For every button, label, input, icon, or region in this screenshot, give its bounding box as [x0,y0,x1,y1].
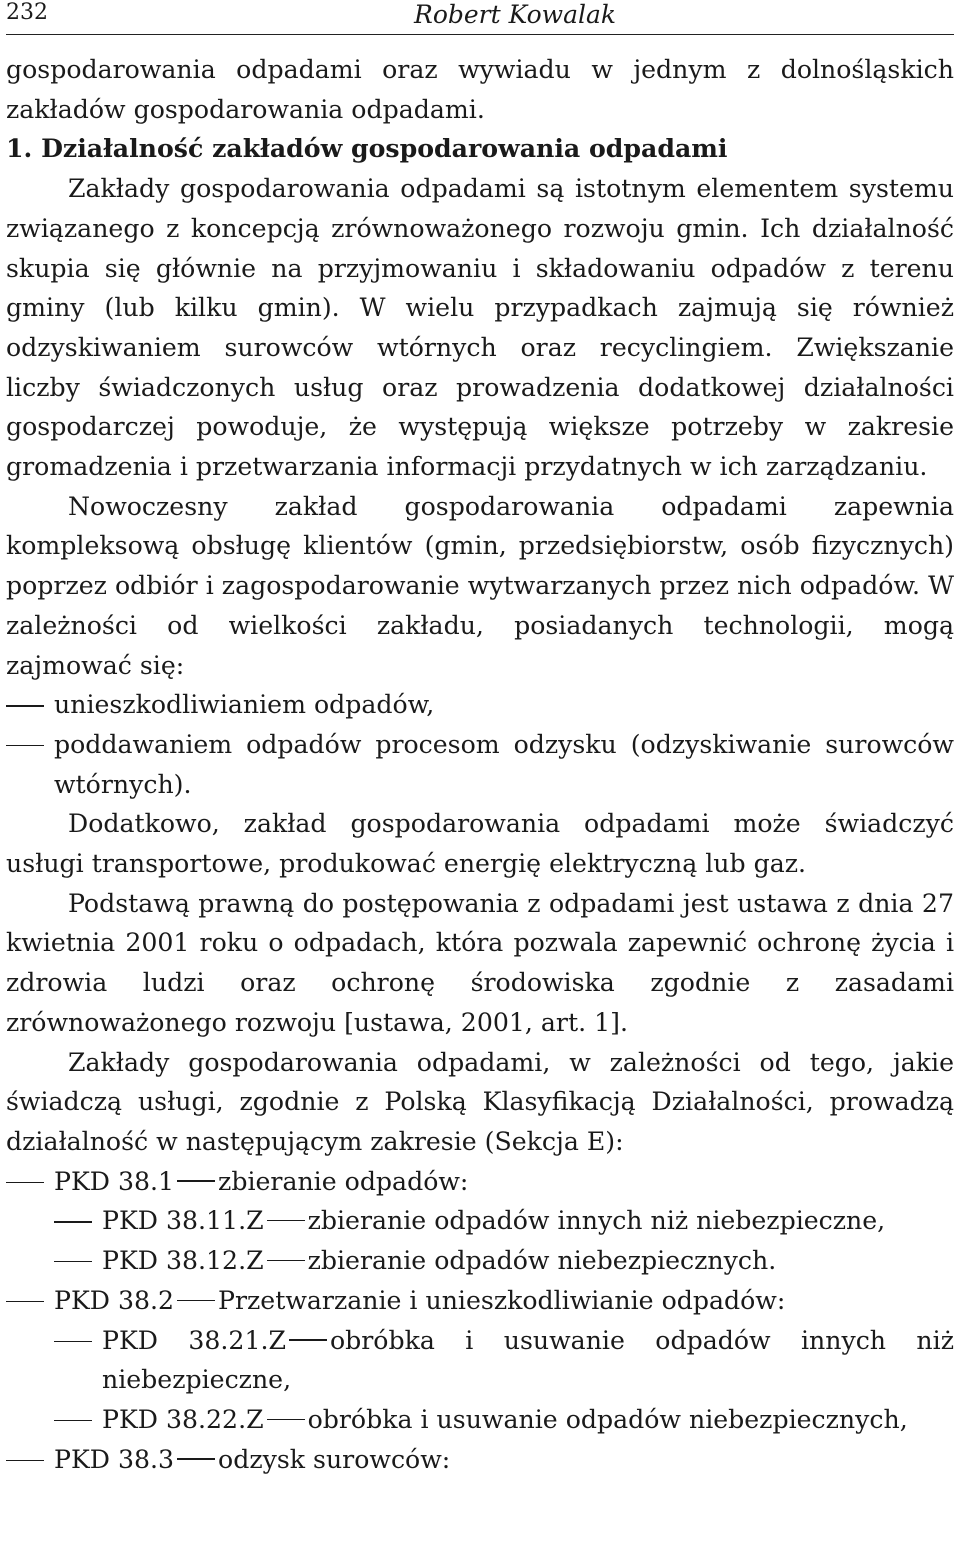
pkd-item-38-12-z [6,1241,954,1281]
pkd-code: PKD 38.21.Z [102,1325,286,1355]
activity-item-2 [6,725,954,804]
pkd-code: PKD 38.3 [54,1444,175,1474]
em-dash [177,1180,215,1181]
pkd-code: PKD 38.22.Z [102,1404,264,1434]
pkd-code: PKD 38.12.Z [102,1246,264,1276]
paragraph-3: Dodatkowo, zakład gospodarowania odpadami może świadczyć usługi transportowe, produkować energię elektryczną lub gaz. [6,809,954,879]
pkd-item-38-2 [6,1281,954,1321]
paragraph-1: Zakłady gospodarowania odpadami są istotnym elementem systemu związanego z koncepcją zrównoważonego rozwoju gmin. Ich działalność skupia się głównie na przyjmowaniu i składowaniu odpadów z terenu gminy (lub kilku gmin). W wielu przypadkach zajmują się również odzyskiwaniem surowców wtórnych oraz recyclingiem. Zwiększanie liczby świadczonych usług oraz prowadzenia dodatkowej działalności gospodarczej powoduje, że występują większe potrzeby w zakresie gromadzenia i przetwarzania informacji przydatnych w ich zarządzaniu. [6,174,954,482]
dash-bullet [54,1341,92,1342]
dash-bullet [6,1182,44,1183]
pkd-label: zbieranie odpadów niebezpiecznych. [307,1246,777,1276]
pkd-item-38-22-z [6,1400,954,1440]
paragraph-5: Zakłady gospodarowania odpadami, w zależności od tego, jakie świadczą usługi, zgodnie z Polską Klasyfikacją Działalności, prowadzą działalność w następującym zakresie (Sekcja E): [6,1047,954,1156]
dash-bullet [6,705,44,706]
page-number: 232 [6,0,48,25]
pkd-label: obróbka i usuwanie odpadów innych niż niebezpieczne, [102,1325,954,1395]
intro-paragraph: gospodarowania odpadami oraz wywiadu w jednym z dolnośląskich zakładów gospodarowania odpadami. [6,55,954,124]
pkd-label: zbieranie odpadów innych niż niebezpieczne, [307,1206,886,1236]
em-dash [267,1260,305,1261]
pkd-code: PKD 38.1 [54,1166,175,1196]
dash-bullet [54,1221,92,1222]
pkd-label: zbieranie odpadów: [218,1166,469,1196]
dash-bullet [6,1460,44,1461]
activity-text: unieszkodliwianiem odpadów, [54,690,435,720]
pkd-label: Przetwarzanie i unieszkodliwianie odpadów: [218,1285,786,1315]
dash-bullet [54,1261,92,1262]
em-dash [267,1220,305,1221]
pkd-item-38-11-z [6,1201,954,1241]
pkd-item-38-3 [6,1440,954,1480]
pkd-label: odzysk surowców: [218,1444,451,1474]
activity-text: poddawaniem odpadów procesom odzysku (odzyskiwanie surowców wtórnych). [54,729,954,799]
dash-bullet [6,745,44,746]
dash-bullet [6,1301,44,1302]
em-dash [177,1300,215,1301]
running-head-author: Robert Kowalak [414,0,617,29]
paragraph-4: Podstawą prawną do postępowania z odpadami jest ustawa z dnia 27 kwietnia 2001 roku o odpadach, która pozwala zapewnić ochronę życia i zdrowia ludzi oraz ochronę środowiska zgodnie z zasadami zrównoważonego rozwoju [ustawa, 2001, art. 1]. [6,888,954,1037]
section-heading: 1. Działalność zakładów gospodarowania odpadami [6,133,728,164]
em-dash [267,1419,305,1420]
dash-bullet [54,1420,92,1421]
pkd-code: PKD 38.2 [54,1285,175,1315]
page-body [6,50,954,1479]
em-dash [177,1458,215,1459]
activity-item-1 [6,685,954,725]
paragraph-2: Nowoczesny zakład gospodarowania odpadami zapewnia kompleksową obsługę klientów (gmin, przedsiębiorstw, osób fizycznych) poprzez odbiór i zagospodarowanie wytwarzanych przez nich odpadów. W zależności od wielkości zakładu, posiadanych technologii, mogą zajmować się: [6,491,954,680]
pkd-label: obróbka i usuwanie odpadów niebezpiecznych, [307,1404,908,1434]
pkd-item-38-1 [6,1162,954,1202]
em-dash [289,1339,327,1340]
page-header [6,0,954,35]
pkd-item-38-21-z [6,1321,954,1400]
pkd-code: PKD 38.11.Z [102,1206,264,1236]
